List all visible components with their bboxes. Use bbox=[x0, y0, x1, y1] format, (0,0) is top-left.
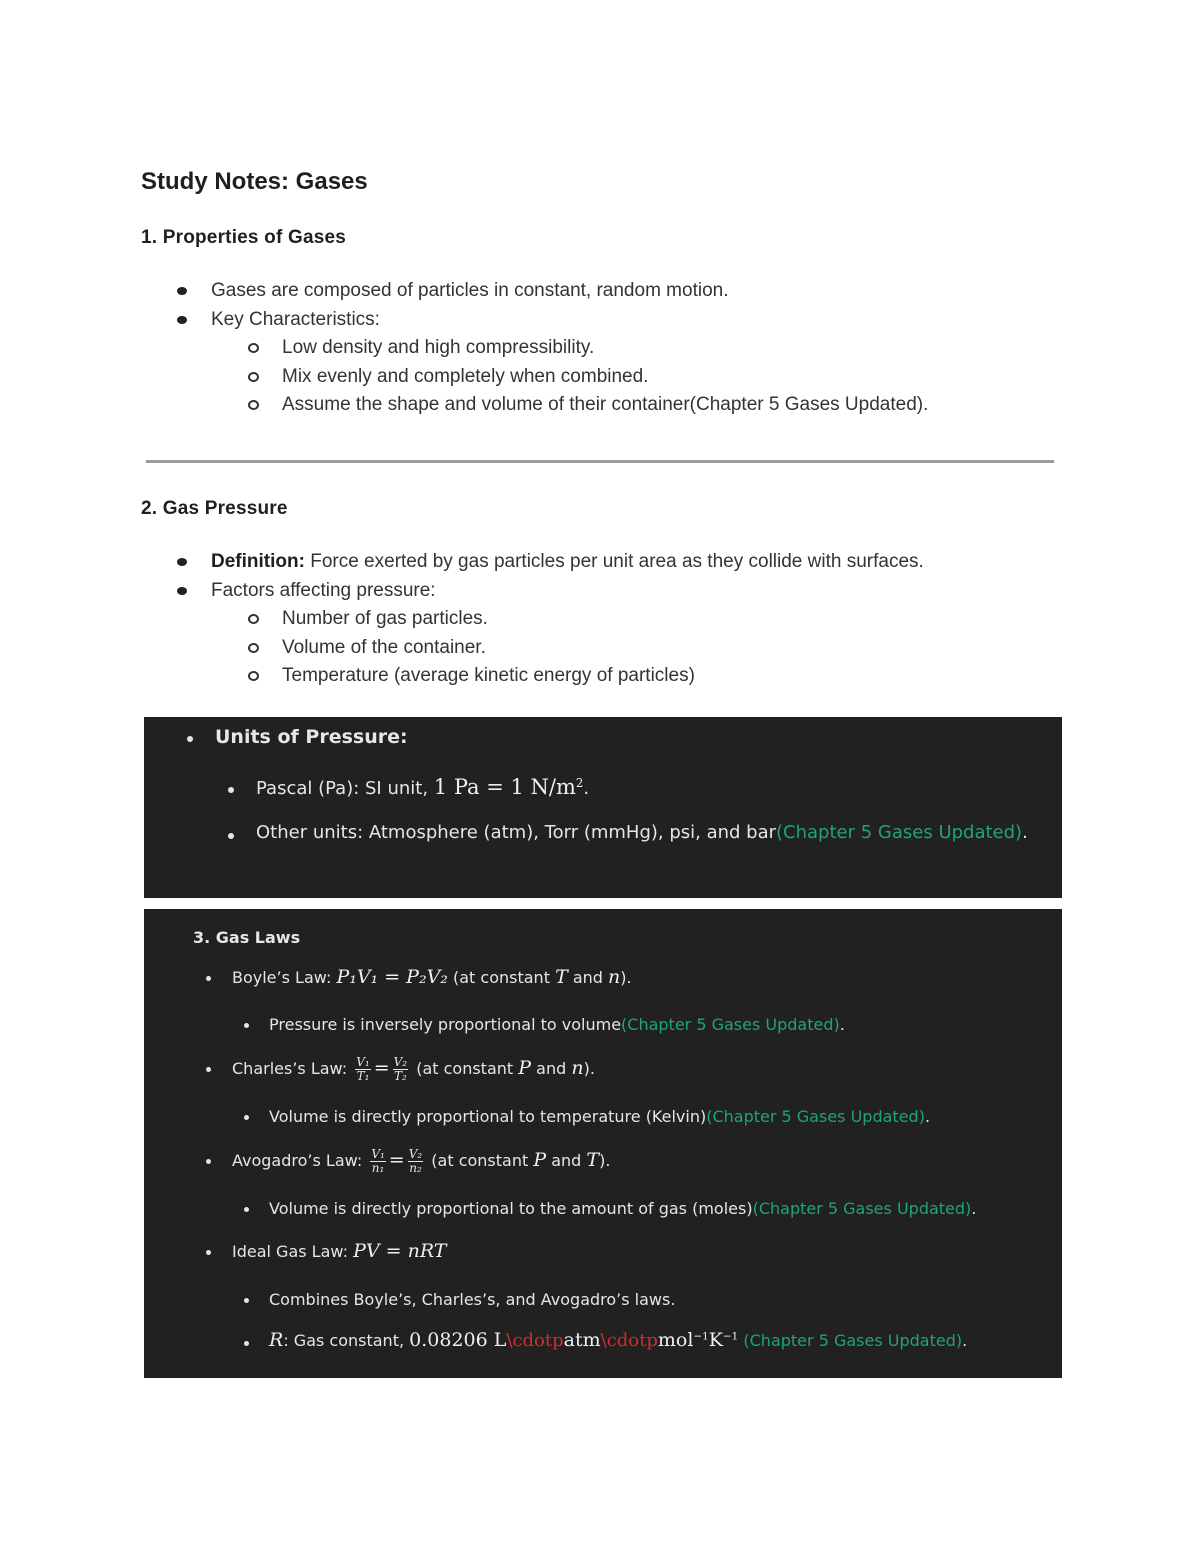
definition-label: Definition: bbox=[211, 551, 305, 572]
avogadro-fraction-1: $\frac{\text{V₁}}{\text{n₁}}$ bbox=[371, 1147, 385, 1175]
units-of-pressure-box bbox=[144, 717, 1062, 898]
citation-link[interactable]: (Chapter 5 Gases Updated) bbox=[752, 1199, 972, 1218]
definition-text: Force exerted by gas particles per unit area as they collide with surfaces. bbox=[304, 551, 924, 572]
gas-constant-item: R: Gas constant, 0.08206 $L\backslash cdotpatm\backslash cdotpmol^{-1}K^{-1}$ (Chapter 5 Gases Updated). bbox=[269, 1329, 968, 1351]
bullet-icon bbox=[244, 1207, 249, 1212]
charles-fraction-1: $\frac{\text{V₁}}{\text{T₁}}$ bbox=[356, 1055, 370, 1083]
list-item: Temperature (average kinetic energy of particles) bbox=[0, 662, 924, 691]
citation-link[interactable]: (Chapter 5 Gases Updated) bbox=[706, 1107, 925, 1126]
list-item: Gases are composed of particles in constant, random motion. bbox=[0, 277, 928, 306]
bullet-icon bbox=[206, 1067, 211, 1072]
list-item: Mix evenly and completely when combined. bbox=[0, 363, 928, 392]
bullet-icon bbox=[244, 1115, 249, 1120]
citation-link[interactable]: (Chapter 5 Gases Updated) bbox=[743, 1331, 963, 1350]
pascal-item: Pascal (Pa): SI unit, 1 Pa = 1 $N/m^2$. bbox=[256, 775, 590, 799]
list-item: Assume the shape and volume of their container(Chapter 5 Gases Updated). bbox=[0, 391, 928, 420]
horizontal-divider bbox=[146, 460, 1054, 463]
units-heading: Units of Pressure: bbox=[215, 726, 408, 748]
ideal-gas-equation: PV = nRT bbox=[353, 1240, 447, 1262]
properties-list bbox=[0, 277, 928, 420]
list-item: Factors affecting pressure: bbox=[0, 577, 924, 606]
gas-laws-box bbox=[144, 909, 1062, 1378]
bullet-icon bbox=[228, 787, 234, 793]
list-item: Volume of the container. bbox=[0, 634, 924, 663]
charles-law-item: Charles’s Law: $\frac{\text{V₁}}{\text{T₁}}$ = $\frac{\text{V₂}}{\text{T₂}}$ (at constant P and n). bbox=[232, 1055, 595, 1083]
latex-error-text: \cdotp bbox=[506, 1330, 564, 1351]
section-heading-pressure: 2. Gas Pressure bbox=[141, 498, 288, 519]
other-units-item: Other units: Atmosphere (atm), Torr (mmHg), psi, and bar(Chapter 5 Gases Updated). bbox=[256, 822, 1028, 843]
bullet-icon bbox=[244, 1341, 249, 1346]
pressure-list bbox=[0, 548, 924, 691]
list-item: Number of gas particles. bbox=[0, 605, 924, 634]
ideal-gas-law-item: Ideal Gas Law: PV = nRT bbox=[232, 1240, 447, 1262]
citation-link[interactable]: (Chapter 5 Gases Updated) bbox=[776, 822, 1023, 843]
avogadro-law-item: Avogadro’s Law: $\frac{\text{V₁}}{\text{n₁}}$ = $\frac{\text{V₂}}{\text{n₂}}$ (at constant P and T). bbox=[232, 1147, 611, 1175]
bullet-icon bbox=[244, 1298, 249, 1303]
citation-link[interactable]: (Chapter 5 Gases Updated) bbox=[621, 1015, 840, 1034]
bullet-icon bbox=[228, 833, 234, 839]
section-heading-properties: 1. Properties of Gases bbox=[141, 227, 347, 248]
bullet-icon bbox=[206, 1159, 211, 1164]
list-item: Low density and high compressibility. bbox=[0, 334, 928, 363]
boyles-law-item: Boyle’s Law: P₁V₁ = P₂V₂ (at constant T and n). bbox=[232, 966, 632, 988]
bullet-icon bbox=[206, 976, 211, 981]
charles-fraction-2: $\frac{\text{V₂}}{\text{T₂}}$ bbox=[393, 1055, 408, 1083]
boyles-equation: P₁V₁ = P₂V₂ bbox=[336, 966, 448, 988]
list-item bbox=[0, 548, 924, 577]
gas-laws-heading: 3. Gas Laws bbox=[193, 928, 301, 947]
bullet-icon bbox=[244, 1023, 249, 1028]
list-item: Key Characteristics: bbox=[0, 306, 928, 335]
avogadro-sub-item: Volume is directly proportional to the amount of gas (moles)(Chapter 5 Gases Updated). bbox=[269, 1199, 977, 1218]
bullet-icon bbox=[206, 1250, 211, 1255]
page-title: Study Notes: Gases bbox=[141, 168, 368, 195]
bullet-icon bbox=[187, 736, 193, 742]
charles-sub-item: Volume is directly proportional to temperature (Kelvin)(Chapter 5 Gases Updated). bbox=[269, 1107, 931, 1126]
latex-error-text: \cdotp bbox=[600, 1330, 658, 1351]
ideal-sub-item: Combines Boyle’s, Charles’s, and Avogadro’s laws. bbox=[269, 1290, 676, 1309]
pascal-equation: 1 Pa = 1 N/m bbox=[433, 775, 576, 799]
boyles-sub-item: Pressure is inversely proportional to volume(Chapter 5 Gases Updated). bbox=[269, 1015, 845, 1034]
avogadro-fraction-2: $\frac{\text{V₂}}{\text{n₂}}$ bbox=[408, 1147, 423, 1175]
